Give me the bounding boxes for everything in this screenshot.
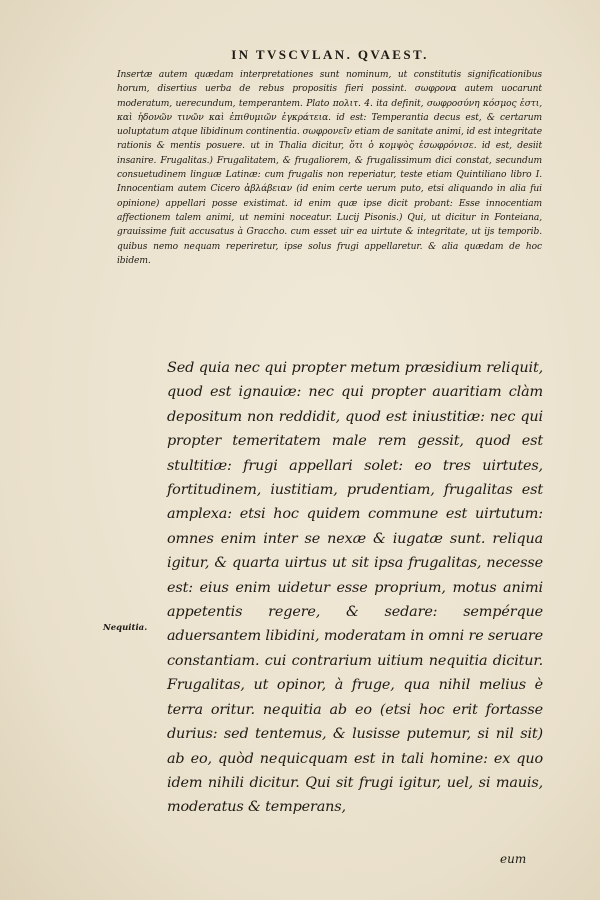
- catchword: eum: [500, 852, 527, 866]
- running-head: IN TVSCVLAN. QVAEST.: [231, 47, 429, 62]
- margin-note: Nequitia.: [103, 623, 148, 633]
- commentary-block: Insertæ autem quædam interpretationes sunt nominum, ut constitutis significationibus horum, disertius uerba de rebus propositis fieri possint. σωφρονα autem uocarunt moderatum, uerecundum, temperantem. Plato πολιτ. 4. ita definit, σωφροσύνη κόσμος ἐστι, καὶ ἡδονῶν τινῶν καὶ ἐπιθυμιῶν ἐγκράτεια. id est: Temperantia decus est, & certarum uoluptatum atque libidinum continentia. σωφρονεῖν etiam de sanitate animi, id est integritate rationis & mentis posuere. ut in Thalia dicitur, ὅτι ὁ κομψὸς ἐσωφρόνισε. id est, desiit insanire. Frugalitas.) Frugalitatem, & frugaliorem, & frugalissimum dici constat, secundum consuetudinem linguæ Latinæ: cum frugalis non reperiatur, teste etiam Quintiliano libro I. Innocentiam autem Cicero ἀβλάβειαν (id enim certe uerum puto, etsi aliquando in alia fui opinione) appellari posse existimat. id enim quæ ipse dicit probant: Esse innocentiam affectionem talem animi, ut nemini noceatur. Lucij Pisonis.) Qui, ut dicitur in Fonteiana, grauissime fuit accusatus à Graccho. cum esset uir ea uirtute & integritate, ut ijs temporib. quibus nemo nequam reperiretur, ipse solus frugi appellaretur. & alia quædam de hoc ibidem.: [117, 70, 542, 266]
- main-text-block: Sed quia nec qui propter metum præsidium reliquit, quod est ignauiæ: nec qui propter auaritiam clàm depositum non reddidit, quod est iniustitiæ: nec qui propter temeritatem male rem gessit, quod est stultitiæ: frugi appellari solet: eo tres uirtutes, fortitudinem, iustitiam, prudentiam, frugalitas est amplexa: etsi hoc quidem commune est uirtutum: omnes enim inter se nexæ & iugatæ sunt. reliqua igitur, & quarta uirtus ut sit ipsa frugalitas, necesse est: eius enim uidetur esse proprium, motus animi appetentis regere, & sedare: sempérque aduersantem libidini, moderatam in omni re seruare constantiam. cui contrarium uitium nequitia dicitur. Frugalitas, ut opinor, à fruge, qua nihil melius è terra oritur. nequitia ab eo (etsi hoc erit fortasse durius: sed tentemus, & lusisse putemur, si nil sit) ab eo, quòd nequicquam est in tali homine: ex quo idem nihili dicitur. Qui sit frugi igitur, uel, si mauis, moderatus & temperans,: [167, 360, 543, 816]
